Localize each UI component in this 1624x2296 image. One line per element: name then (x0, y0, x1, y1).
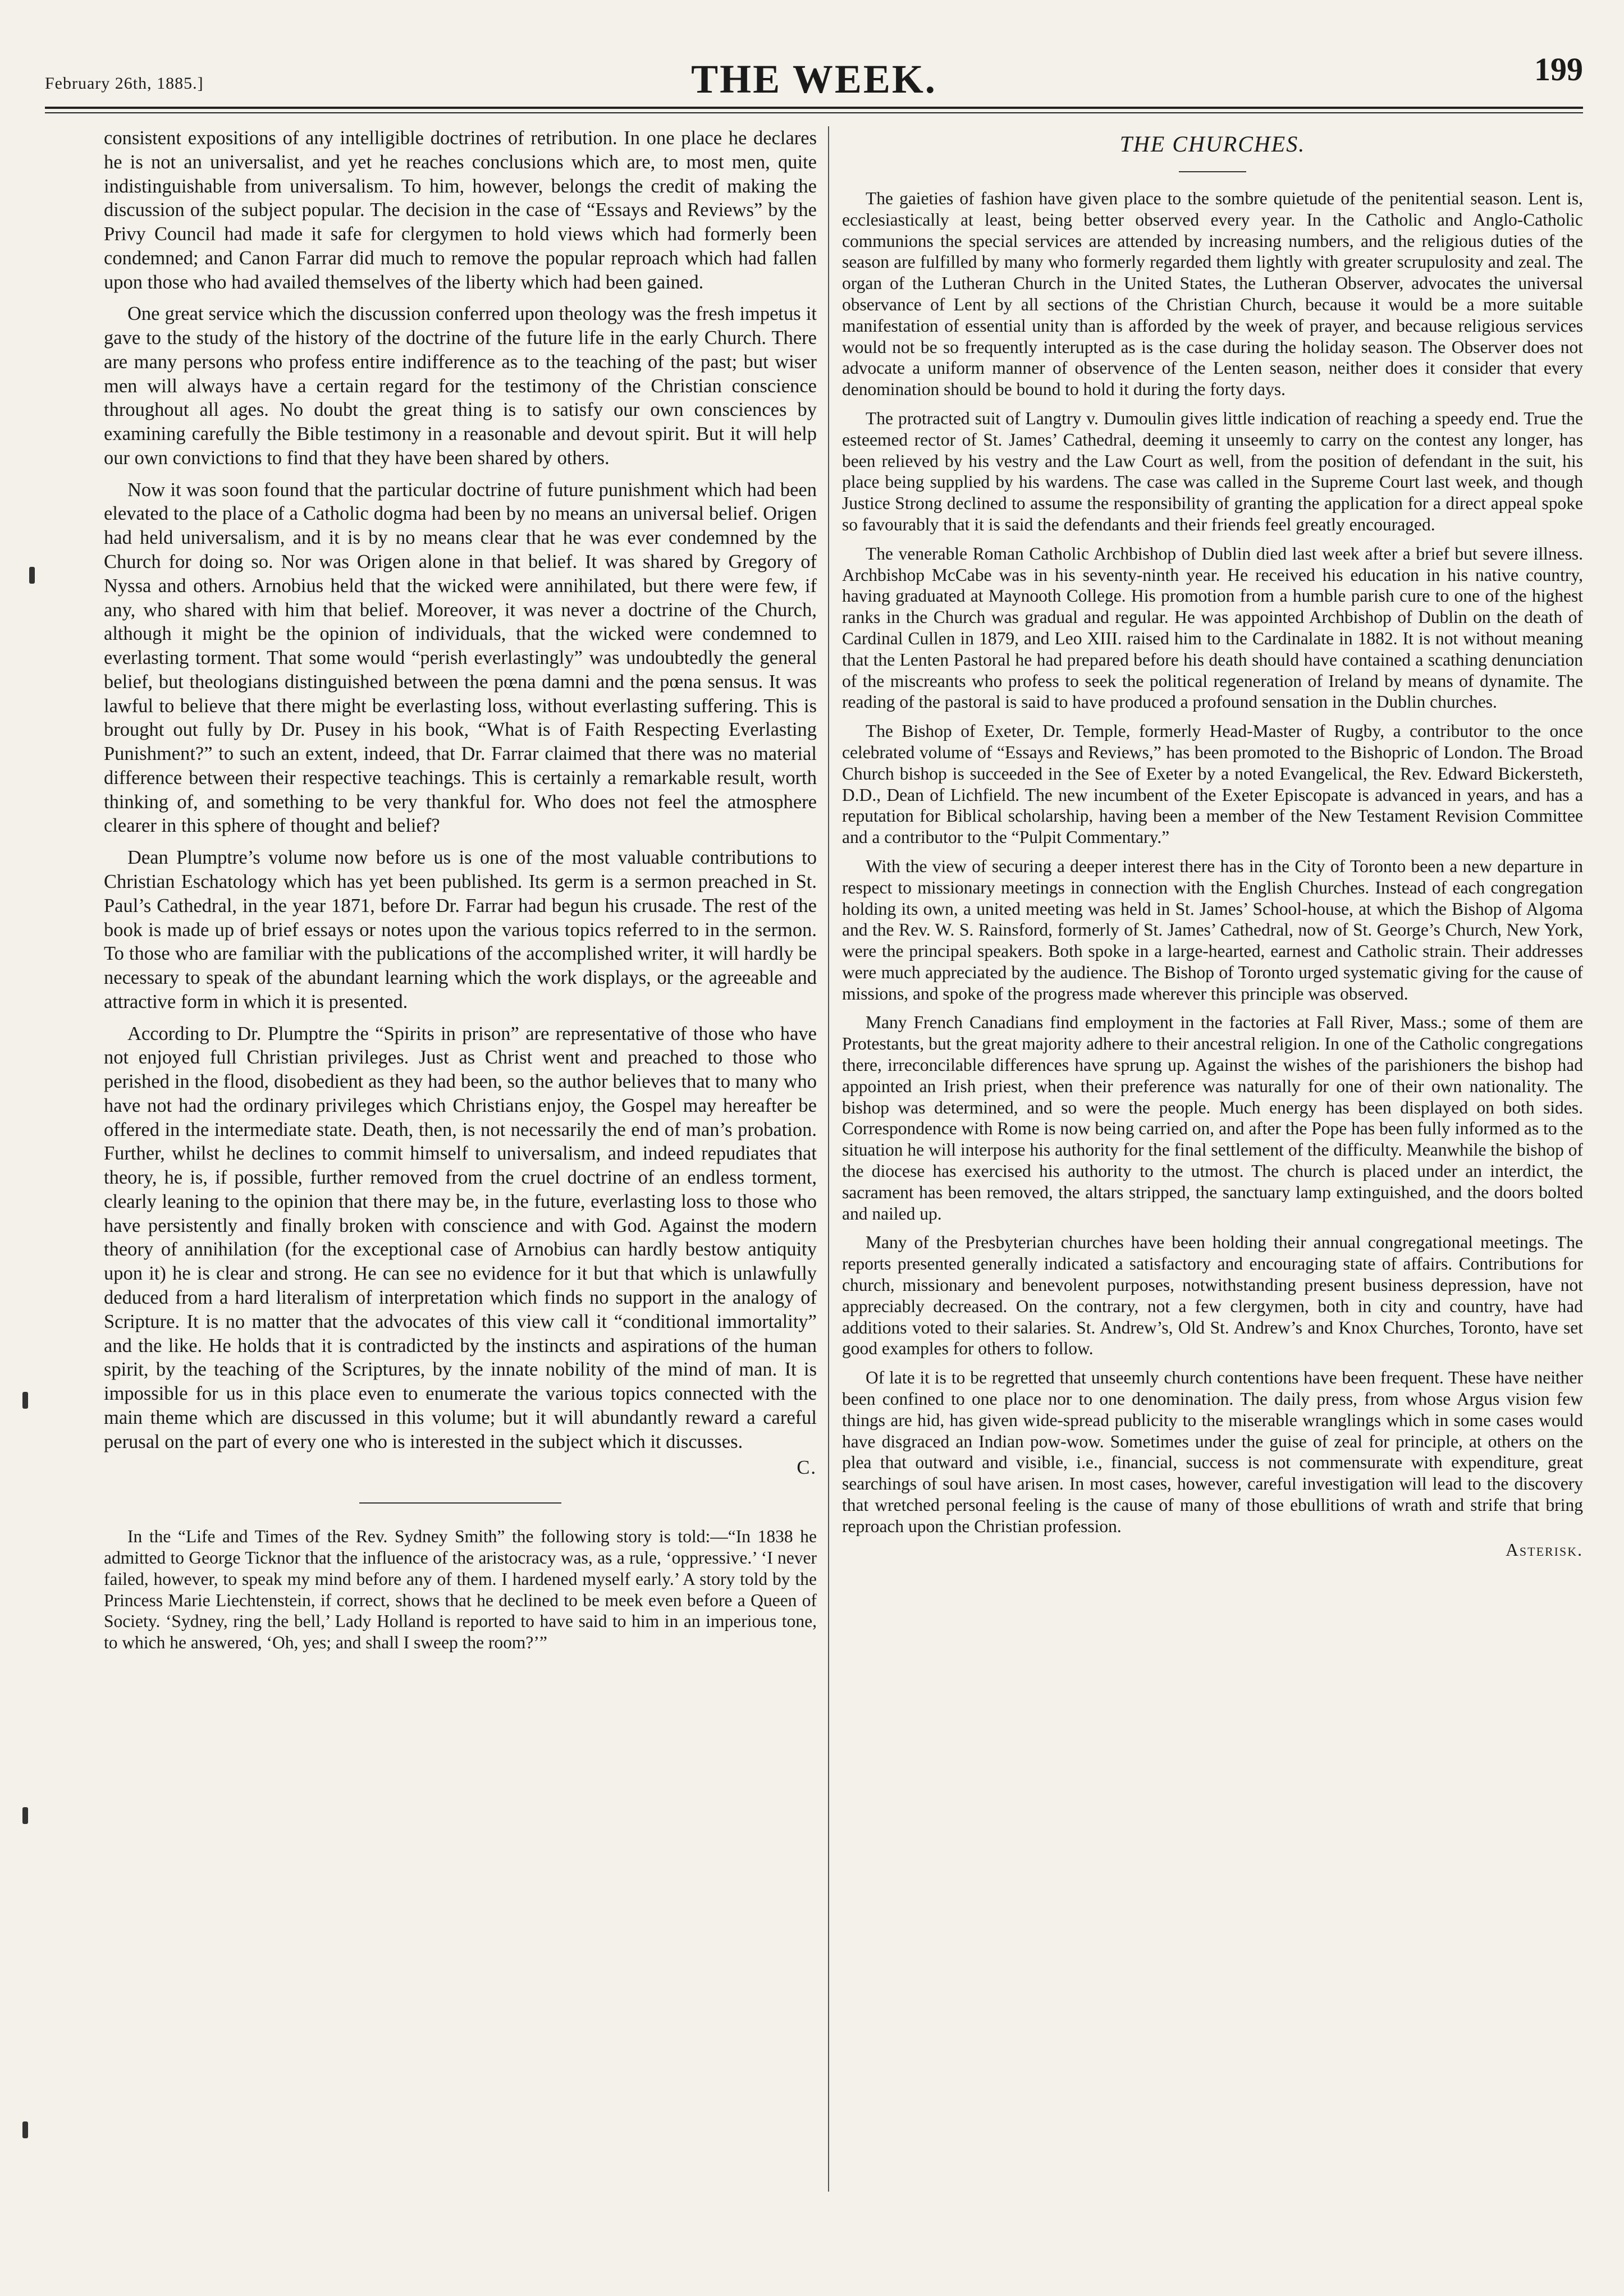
margin-mark (22, 2121, 28, 2138)
right-column (842, 126, 1583, 2270)
article-paragraph: One great service which the discussion conferred upon theology was the fresh impetus it gave to the study of the history of the doctrine of the future life in the early Church. There are many persons who profess entire indifference as to the teaching of the past; but wiser men will always have a certain regard for the testimony of the Christian conscience throughout all ages. No doubt the great thing is to satisfy our own consciences by examining carefully the Bible testimony in a reasonable and devout spirit. But it will help our own convictions to find that they have been shared by others. (104, 303, 817, 469)
page-header (45, 39, 1583, 101)
article-paragraph: According to Dr. Plumptre the “Spirits in prison” are representative of those who have not enjoyed full Christian privileges. Just as Christ went and preached to those who perished in the flood, disobedient as they had been, so the author believes that to many who have not had the ordinary privileges which Christians enjoy, the Gospel may hereafter be offered in the intermediate state. Death, then, is not necessarily the end of man’s probation. Further, whilst he declines to commit himself to universalism, and indeed repudiates that theory, he is, if possible, further removed from the cruel doctrine of an endless torment, clearly leaning to the opinion that there may be, in the future, everlasting loss to those who have persistently and finally broken with conscience and with God. Against the modern theory of annihilation (for the exceptional case of Arnobius can hardly bestow antiquity upon it) he is clear and strong. He can see no evidence for it but that which is unlawfully deduced from a hard literalism of interpretation which finds no support in the analogy of Scripture. It is no matter that the advocates of this view call it “conditional immortality” and the like. He holds that it is contradicted by the instincts and aspirations of the human spirit, by the teaching of the Scriptures, by the innate nobility of the mind of man. It is impossible for us in this place even to enumerate the various topics connected with the main theme which are discussed in this volume; but it will abundantly reward a careful perusal on the part of every one who is interested in the subject which it discusses. (104, 1023, 817, 1452)
anecdote-paragraph: In the “Life and Times of the Rev. Sydney Smith” the following story is told:—“In 1838 he admitted to George Ticknor that the influence of the aristocracy was, as a rule, ‘oppressive.’ ‘I never failed, however, to speak my mind before any of them. I hardened myself early.’ A story told by the Princess Marie Liechtenstein, if correct, shows that he declined to be meek even before a Queen of Society. ‘Sydney, ring the bell,’ Lady Holland is reported to have said to him in an imperious tone, to which he answered, ‘Oh, yes; and shall I sweep the room?’” (104, 1527, 817, 1653)
margin-mark (22, 1392, 28, 1409)
article-paragraph: Now it was soon found that the particular doctrine of future punishment which had been elevated to the place of a Catholic dogma had been by no means an universal belief. Origen had held universalism, and it is by no means clear that he was ever condemned by the Church for doing so. Nor was Origen alone in that belief. It was shared by Gregory of Nyssa and others. Arnobius held that the wicked were annihilated, but there were few, if any, who shared with him that belief. Moreover, it was never a doctrine of the Church, although it might be the opinion of individuals, that the wicked were condemned to everlasting torment. That some would “perish everlastingly” was undoubtedly the general belief, but theologians distinguished between the pœna damni and the pœna sensus. It was lawful to believe that there might be everlasting loss, without everlasting suffering. This is brought out fully by Dr. Pusey in his book, “What is of Faith Respecting Everlasting Punishment?” to such an extent, indeed, that Dr. Farrar claimed that there was no material difference between their respective teachings. This is certainly a remarkable result, worth thinking of, and something to be very thankful for. Who does not feel the atmosphere clearer in this sphere of thought and belief? (104, 479, 817, 837)
page-number: 199 (1534, 51, 1583, 88)
church-paragraph: The Bishop of Exeter, Dr. Temple, formerly Head-Master of Rugby, a contributor to the once celebrated volume of “Essays and Reviews,” has been promoted to the Bishopric of London. The Broad Church bishop is succeeded in the See of Exeter by a noted Evangelical, the Rev. Edward Bickersteth, D.D., Dean of Lichfield. The new incumbent of the Exeter Episcopate is advanced in years, and has a reputation for Biblical scholarship, having been a member of the New Testament Revision Committee and a contributor to the “Pulpit Commentary.” (842, 721, 1583, 847)
church-paragraph: Many French Canadians find employment in the factories at Fall River, Mass.; some of them are Protestants, but the great majority adhere to their ancestral religion. In one of the Catholic congregations there, irreconcilable differences have sprung up. Against the wishes of the parishioners the bishop had appointed an Irish priest, when their preference was naturally for one of their own nationality. The bishop was determined, and so were the people. Much energy has been displayed on both sides. Correspondence with Rome is now being carried on, and after the Pope has been fully informed as to the situation he will interpose his authority for the final settlement of the difficulty. Meanwhile the bishop of the diocese has exercised his authority to the utmost. The church is placed under an interdict, the sacrament has been removed, the altars stripped, the sanctuary lamp extinguished, and the doors bolted and nailed up. (842, 1012, 1583, 1223)
masthead-title: THE WEEK. (691, 57, 937, 102)
margin-mark (29, 567, 35, 584)
section-title: THE CHURCHES. (1119, 131, 1306, 157)
church-paragraph: Many of the Presbyterian churches have been holding their annual congregational meetings. The reports presented generally indicated a satisfactory and encouraging state of affairs. Contributions for church, missionary and benevolent purposes, notwithstanding present business depression, have not appreciably decreased. On the contrary, not a few clergymen, both in city and country, have had additions voted to their salaries. St. Andrew’s, Old St. Andrew’s and Knox Churches, Toronto, have set good examples for others to follow. (842, 1232, 1583, 1359)
section-title-rule (1179, 171, 1246, 172)
church-paragraph: Of late it is to be regretted that unseemly church contentions have been frequent. These have neither been confined to one place nor to one denomination. The daily press, from whose Argus vision few things are hid, has given wide-spread publicity to the miserable wranglings which in some cases would have disgraced an Indian pow-wow. Sometimes under the guise of zeal for principle, at others on the plea that outward and visible, i.e., financial, success is not commensurate with expenditure, great searchings of soul have arisen. In most cases, however, careful investigation will lead to the discovery that wretched personal feeling is the cause of many of those ebullitions of wrath and strife that bring reproach upon the Christian profession. (842, 1368, 1583, 1536)
header-rule-thin (45, 112, 1583, 113)
article-paragraph: consistent expositions of any intelligible doctrines of retribution. In one place he declares he is not an universalist, and yet he reaches conclusions which are, to most men, quite indistinguishable from universalism. To him, however, belongs the credit of making the discussion of the subject popular. The decision in the case of “Essays and Reviews” by the Privy Council had made it safe for clergymen to hold views which had formerly been condemned; and Canon Farrar did much to remove the popular reproach which had fallen upon those who had availed themselves of the liberty which had been gained. (104, 127, 817, 293)
church-paragraph: With the view of securing a deeper interest there has in the City of Toronto been a new departure in respect to missionary meetings in connection with the English Churches. Instead of each congregation holding its own, a united meeting was held in St. James’ School-house, at which the Bishop of Algoma and the Rev. W. S. Rainsford, formerly of St. James’ Cathedral, now of St. George’s Church, New York, were the principal speakers. Both spoke in a large-hearted, earnest and Catholic strain. Their addresses were much appreciated by the audience. The Bishop of Toronto urged systematic giving for the cause of missions, and spoke of the progress made wherever this principle was observed. (842, 856, 1583, 1003)
issue-date: February 26th, 1885.] (45, 74, 204, 93)
column-signature: Asterisk. (1506, 1539, 1583, 1560)
column-separator (828, 126, 829, 2192)
article-paragraph: Dean Plumptre’s volume now before us is one of the most valuable contributions to Christian Eschatology which has yet been published. Its germ is a sermon preached in St. Paul’s Cathedral, in the year 1871, before Dr. Farrar had begun his crusade. The rest of the book is made up of brief essays or notes upon the various topics referred to in the sermon. To those who are familiar with the publications of the accomplished writer, it will hardly be necessary to speak of the abundant learning which the work displays, or the agreeable and attractive form in which it is presented. (104, 847, 817, 1012)
article-signature: C. (797, 1457, 817, 1479)
church-paragraph: The venerable Roman Catholic Archbishop of Dublin died last week after a brief but severe illness. Archbishop McCabe was in his seventy-ninth year. He received his education in his native country, having graduated at Maynooth College. His promotion from a humble parish cure to one of the highest ranks in the Church was gradual and regular. He was appointed Archbishop of Dublin on the death of Cardinal Cullen in 1879, and Leo XIII. raised him to the Cardinalate in 1882. It is not without meaning that the Lenten Pastoral he had prepared before his death should have contained a scathing denunciation of the miscreants who profess to seek the political regeneration of Ireland by means of dynamite. The reading of the pastoral is said to have produced a profound sensation in the Dublin churches. (842, 543, 1583, 712)
margin-mark (22, 1807, 28, 1824)
header-rule-thick (45, 107, 1583, 109)
left-column (104, 126, 817, 2270)
church-paragraph: The gaieties of fashion have given place to the sombre quietude of the penitential season. Lent is, ecclesiastically at least, being better observed every year. In the Catholic and Anglo-Catholic communions the special services are attended by increasing numbers, and the religious duties of the season are fulfilled by many who formerly regarded them lightly with greater scrupulosity and zeal. The organ of the Lutheran Church in the United States, the Lutheran Observer, advocates the universal observance of Lent by all sections of the Christian Church, because it would be a more suitable manifestation of essential unity than is afforded by the week of prayer, and because religious services would not be so frequently interupted as is the case during the holiday season. The Observer does not advocate a uniform manner of observence of the Lenten season, neither does it consider that every denomination should be bound to hold it during the forty days. (842, 189, 1583, 400)
church-paragraph: The protracted suit of Langtry v. Dumoulin gives little indication of reaching a speedy end. True the esteemed rector of St. James’ Cathedral, deeming it unseemly to carry on the contest any longer, has been relieved by his vestry and the Law Court as well, from the position of defendant in the suit, his place being supplied by his wardens. The case was called in the Supreme Court last week, and though Justice Strong declined to assume the responsibility of granting the application for a direct appeal spoke so favourably that it is said the defendants and their friends feel greatly encouraged. (842, 408, 1583, 534)
section-divider (359, 1502, 561, 1504)
